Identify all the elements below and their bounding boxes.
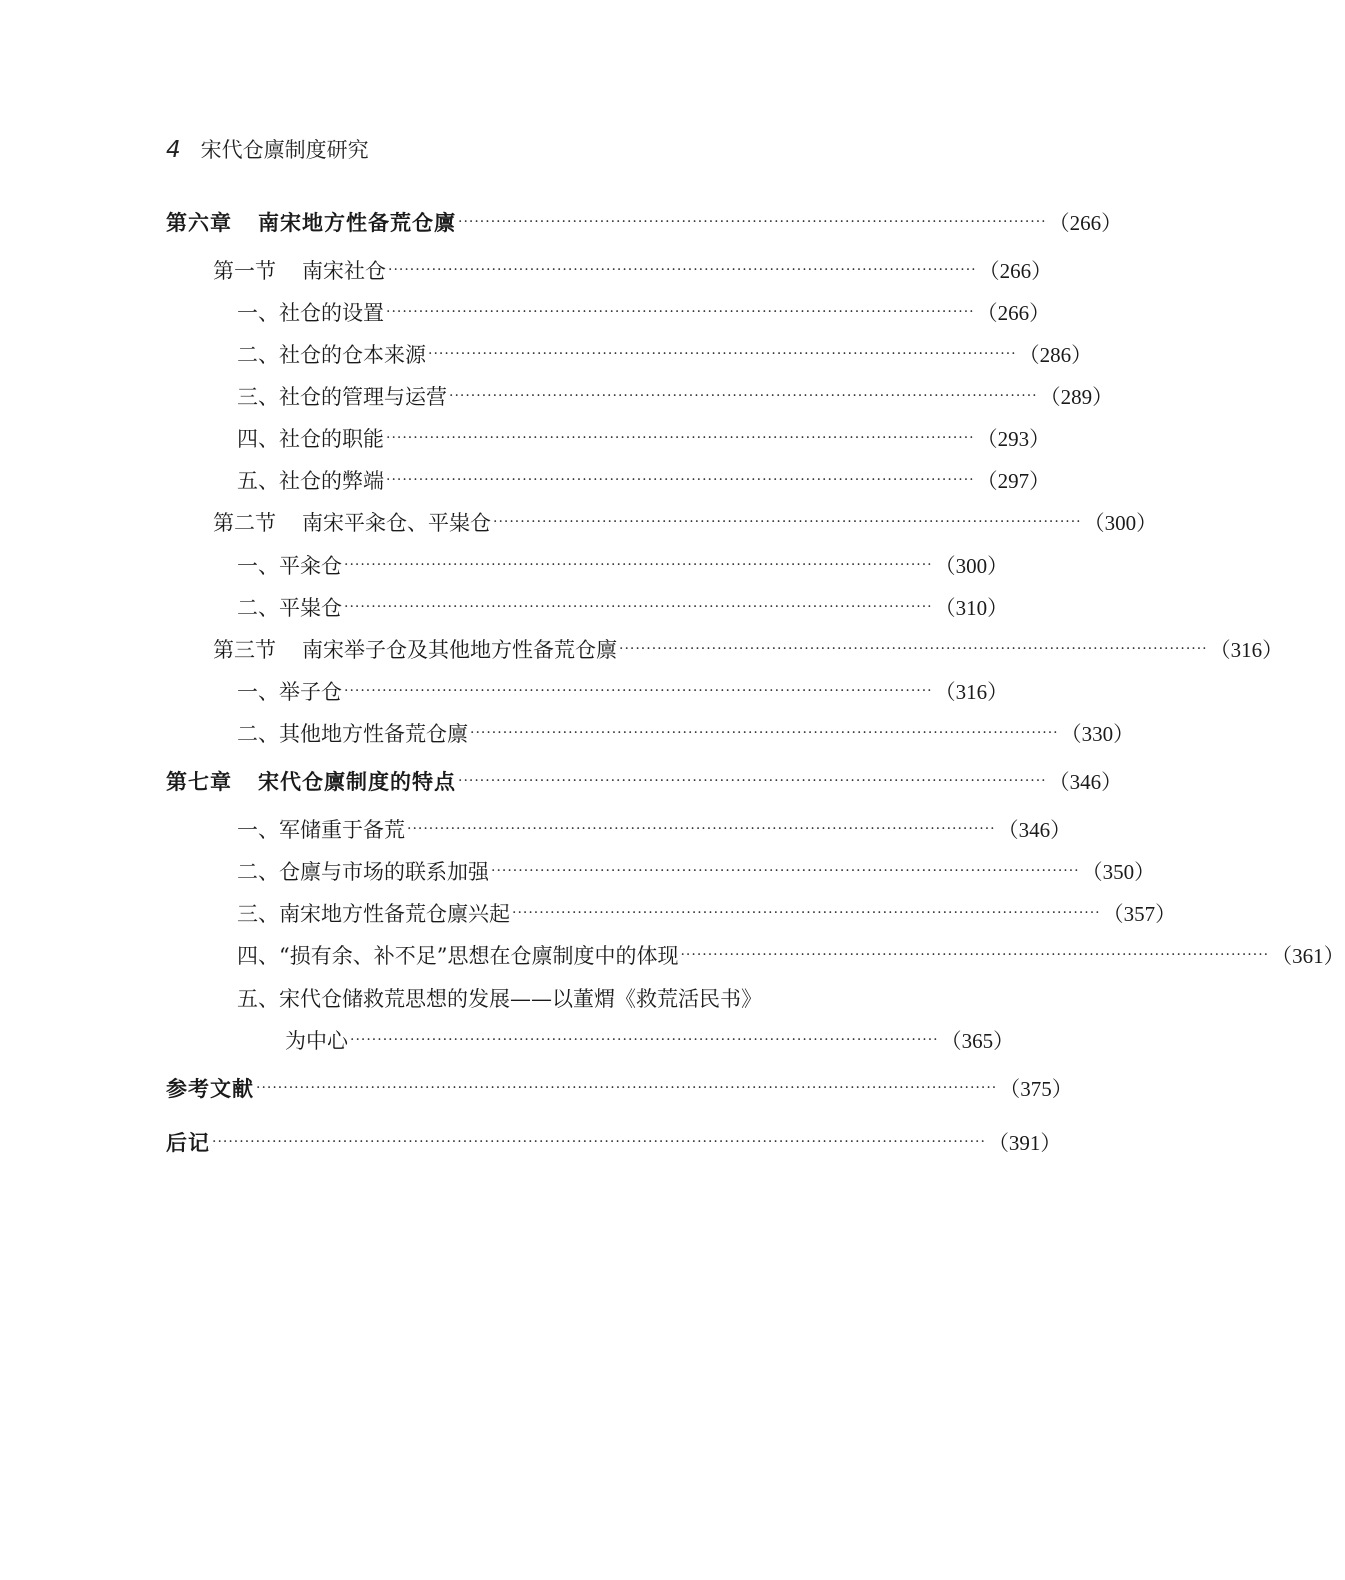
- item-label: 一、举子仓: [237, 680, 342, 704]
- page-ref: （346）: [1048, 770, 1123, 794]
- item-label: 一、平籴仓: [237, 554, 342, 578]
- item-label: 为中心: [285, 1029, 348, 1053]
- section-label: 第三节 南宋举子仓及其他地方性备荒仓廪: [213, 638, 617, 662]
- page-ref: （300）: [934, 554, 1009, 578]
- page-ref: （310）: [934, 596, 1009, 620]
- leader-dots: ············································································································: [386, 472, 975, 488]
- page-ref: （357）: [1102, 902, 1177, 926]
- toc-section-2[interactable]: [213, 505, 1158, 539]
- toc-section-3[interactable]: [213, 632, 1284, 666]
- leader-dots: ············································································································: [458, 214, 1047, 230]
- page-ref: （365）: [940, 1029, 1015, 1053]
- toc-item[interactable]: [237, 938, 1345, 972]
- page-ref: （391）: [987, 1131, 1062, 1155]
- leader-dots: ············································································································: [449, 388, 1038, 404]
- toc-item[interactable]: [237, 896, 1177, 930]
- toc-item[interactable]: [237, 379, 1114, 413]
- item-label: 三、社仓的管理与运营: [237, 385, 447, 409]
- page-number: 4: [166, 137, 181, 163]
- page-ref: （361）: [1271, 944, 1345, 968]
- leader-dots: ············································································································: [470, 725, 1059, 741]
- leader-dots: ············································································································: [386, 430, 975, 446]
- toc-item-line2[interactable]: [285, 1023, 1015, 1057]
- leader-dots: ············································································································: [680, 947, 1270, 963]
- page-ref: （289）: [1039, 385, 1114, 409]
- leader-dots: ············································································································: [350, 1032, 939, 1048]
- chapter-label: 后记: [166, 1130, 210, 1155]
- leader-dots: ············································································································: [512, 905, 1101, 921]
- toc-item[interactable]: [237, 548, 1009, 582]
- section-label: 第二节 南宋平籴仓、平粜仓: [213, 511, 491, 535]
- toc-item[interactable]: [237, 463, 1051, 497]
- toc-item[interactable]: [237, 421, 1051, 455]
- toc-chapter-7[interactable]: [166, 764, 1123, 798]
- page-ref: （346）: [997, 818, 1072, 842]
- section-label: 第一节 南宋社仓: [213, 259, 386, 283]
- toc-section-1[interactable]: [213, 253, 1053, 287]
- leader-dots: ············································································································: [491, 863, 1080, 879]
- item-label: 一、军储重于备荒: [237, 818, 405, 842]
- page-ref: （266）: [976, 301, 1051, 325]
- leader-dots: ············································································································: [344, 599, 933, 615]
- toc-item[interactable]: [237, 590, 1009, 624]
- item-label: 五、社仓的弊端: [237, 469, 384, 493]
- leader-dots: ············································································································: [458, 773, 1047, 789]
- chapter-label: 第七章 宋代仓廪制度的特点: [166, 769, 456, 794]
- page-ref: （375）: [999, 1077, 1073, 1101]
- page-ref: （266）: [978, 259, 1053, 283]
- toc-item[interactable]: [237, 674, 1009, 708]
- item-label: 四、“损有余、补不足”思想在仓廪制度中的体现: [237, 944, 679, 968]
- toc-item[interactable]: [237, 854, 1156, 888]
- leader-dots: ········································································································································: [256, 1080, 998, 1096]
- page-ref: （350）: [1081, 860, 1156, 884]
- item-label: 三、南宋地方性备荒仓廪兴起: [237, 902, 510, 926]
- item-label: 二、平粜仓: [237, 596, 342, 620]
- item-label: 二、仓廪与市场的联系加强: [237, 860, 489, 884]
- chapter-label: 参考文献: [166, 1076, 254, 1101]
- page-ref: （297）: [976, 469, 1051, 493]
- toc-item[interactable]: [237, 295, 1051, 329]
- leader-dots: ············································································································: [619, 641, 1208, 657]
- toc-references[interactable]: [166, 1071, 1073, 1105]
- leader-dots: ············································································································: [388, 262, 977, 278]
- item-label: 五、宋代仓储救荒思想的发展——以董煟《救荒活民书》: [237, 987, 762, 1011]
- page-ref: （316）: [1209, 638, 1284, 662]
- leader-dots: ············································································································: [493, 514, 1082, 530]
- toc-item-line1[interactable]: [237, 981, 762, 1015]
- page-ref: （266）: [1048, 211, 1123, 235]
- leader-dots: ············································································································: [344, 557, 933, 573]
- toc-afterword[interactable]: [166, 1125, 1062, 1159]
- page-ref: （330）: [1060, 722, 1135, 746]
- item-label: 二、其他地方性备荒仓廪: [237, 722, 468, 746]
- toc-item[interactable]: [237, 812, 1072, 846]
- leader-dots: ············································································································: [407, 821, 996, 837]
- page-ref: （316）: [934, 680, 1009, 704]
- chapter-label: 第六章 南宋地方性备荒仓廪: [166, 210, 456, 235]
- toc-item[interactable]: [237, 337, 1093, 371]
- toc-item[interactable]: [237, 716, 1135, 750]
- item-label: 二、社仓的仓本来源: [237, 343, 426, 367]
- leader-dots: ············································································································: [386, 304, 975, 320]
- leader-dots: ············································································································: [344, 683, 933, 699]
- item-label: 四、社仓的职能: [237, 427, 384, 451]
- item-label: 一、社仓的设置: [237, 301, 384, 325]
- toc-chapter-6[interactable]: [166, 205, 1123, 239]
- page-ref: （286）: [1018, 343, 1093, 367]
- page-ref: （293）: [976, 427, 1051, 451]
- page-ref: （300）: [1083, 511, 1158, 535]
- leader-dots: ··············································································································································: [212, 1134, 986, 1150]
- book-title: 宋代仓廪制度研究: [200, 138, 369, 162]
- leader-dots: ············································································································: [428, 346, 1017, 362]
